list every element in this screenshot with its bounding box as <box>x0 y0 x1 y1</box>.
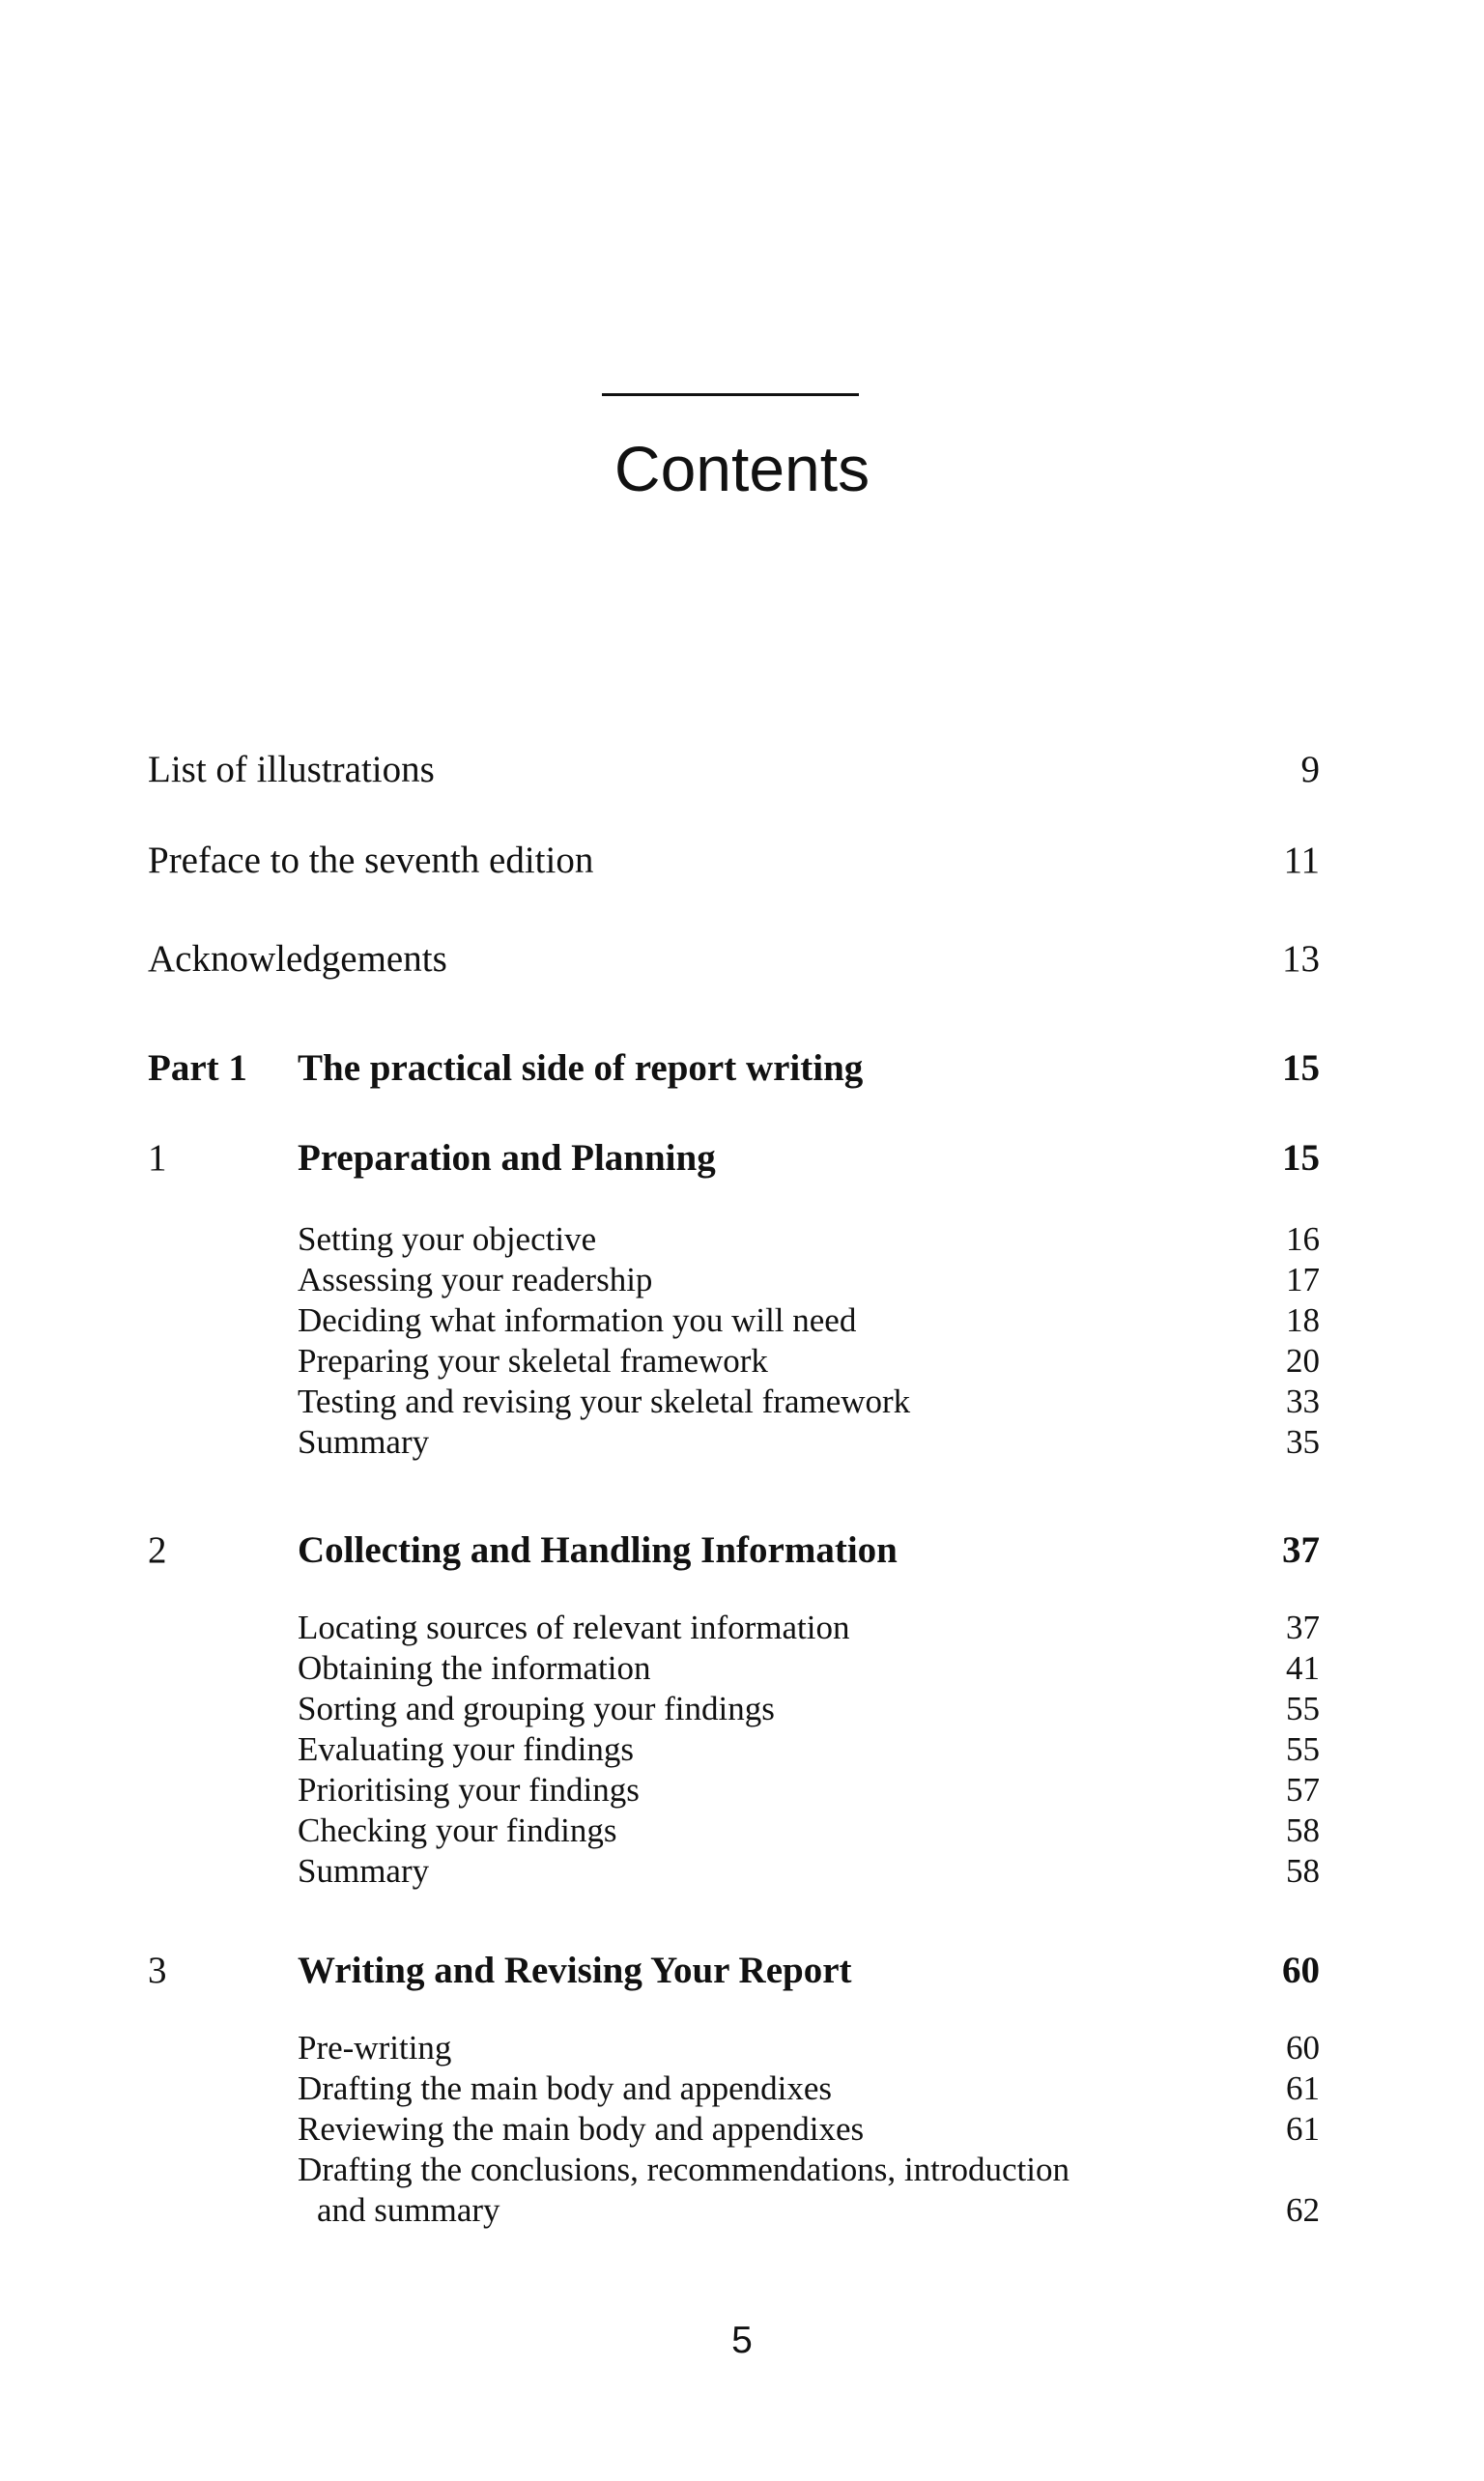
part-number: Part 1 <box>148 1047 247 1089</box>
page-number: 5 <box>731 2320 753 2361</box>
toc-section[interactable] <box>0 1689 1484 1729</box>
section-page: 16 <box>1286 1220 1320 1258</box>
section-page: 18 <box>1286 1301 1320 1339</box>
section-label: Checking your findings <box>298 1811 617 1849</box>
section-label: Deciding what information you will need <box>298 1301 857 1339</box>
chapter-number: 2 <box>148 1529 167 1571</box>
section-page: 61 <box>1286 2069 1320 2107</box>
section-page: 20 <box>1286 1342 1320 1380</box>
section-label: Pre-writing <box>298 2029 452 2067</box>
toc-part-1[interactable] <box>0 1044 1484 1093</box>
section-page: 62 <box>1286 2191 1320 2229</box>
chapter-page: 37 <box>1282 1529 1320 1571</box>
toc-section[interactable] <box>0 2068 1484 2109</box>
toc-entry-page: 9 <box>1300 749 1320 790</box>
chapter-number: 3 <box>148 1950 167 1991</box>
section-label: Locating sources of relevant information <box>298 1609 850 1646</box>
toc-section[interactable] <box>0 1260 1484 1300</box>
section-page: 58 <box>1286 1852 1320 1890</box>
toc-section[interactable] <box>0 1770 1484 1811</box>
chapter-title: Preparation and Planning <box>298 1137 716 1179</box>
page-title: Contents <box>614 433 870 504</box>
chapter-title: Collecting and Handling Information <box>298 1529 898 1571</box>
toc-entry-page: 13 <box>1282 938 1320 980</box>
toc-section[interactable] <box>0 2150 1484 2231</box>
section-label: Evaluating your findings <box>298 1730 635 1768</box>
toc-section[interactable] <box>0 1729 1484 1770</box>
section-page: 33 <box>1286 1383 1320 1420</box>
section-label: Preparing your skeletal framework <box>298 1342 768 1380</box>
toc-section[interactable] <box>0 1422 1484 1463</box>
section-page: 60 <box>1286 2029 1320 2067</box>
section-page: 35 <box>1286 1423 1320 1461</box>
section-page: 61 <box>1286 2110 1320 2148</box>
toc-section[interactable] <box>0 1341 1484 1382</box>
section-label: Testing and revising your skeletal framework <box>298 1383 911 1420</box>
section-label: Summary <box>298 1852 430 1890</box>
section-label: Prioritising your findings <box>298 1771 640 1809</box>
toc-section[interactable] <box>0 1382 1484 1422</box>
section-label: Drafting the main body and appendixes <box>298 2069 833 2107</box>
toc-section[interactable] <box>0 2109 1484 2150</box>
toc-section[interactable] <box>0 1300 1484 1341</box>
toc-entry-label: Acknowledgements <box>148 938 447 980</box>
toc-section[interactable] <box>0 1219 1484 1260</box>
toc-entry-list-of-illustrations[interactable] <box>0 746 1484 794</box>
section-page: 55 <box>1286 1690 1320 1727</box>
toc-section[interactable] <box>0 1851 1484 1892</box>
section-label: Setting your objective <box>298 1220 597 1258</box>
toc-section[interactable] <box>0 2028 1484 2068</box>
part-page: 15 <box>1282 1047 1320 1089</box>
toc-chapter-3[interactable] <box>0 1947 1484 1995</box>
section-label: Sorting and grouping your findings <box>298 1690 775 1727</box>
toc-entry-acknowledgements[interactable] <box>0 935 1484 984</box>
section-page: 41 <box>1286 1649 1320 1687</box>
chapter-page: 15 <box>1282 1137 1320 1179</box>
toc-entry-preface[interactable] <box>0 837 1484 885</box>
chapter-title: Writing and Revising Your Report <box>298 1950 852 1991</box>
toc-section[interactable] <box>0 1811 1484 1851</box>
section-label: Reviewing the main body and appendixes <box>298 2110 865 2148</box>
section-label: Summary <box>298 1423 430 1461</box>
toc-chapter-1[interactable] <box>0 1134 1484 1183</box>
chapter-page: 60 <box>1282 1950 1320 1991</box>
title-rule <box>602 393 859 396</box>
section-page: 57 <box>1286 1771 1320 1809</box>
toc-entry-label: List of illustrations <box>148 749 435 790</box>
section-page: 55 <box>1286 1730 1320 1768</box>
section-label: Obtaining the information <box>298 1649 651 1687</box>
section-page: 37 <box>1286 1609 1320 1646</box>
section-label: Drafting the conclusions, recommendations, introduction <box>298 2151 1070 2188</box>
part-title: The practical side of report writing <box>298 1047 864 1089</box>
section-page: 58 <box>1286 1811 1320 1849</box>
toc-entry-page: 11 <box>1283 840 1320 881</box>
section-page: 17 <box>1286 1261 1320 1298</box>
toc-entry-label: Preface to the seventh edition <box>148 840 594 881</box>
chapter-number: 1 <box>148 1137 167 1179</box>
toc-section[interactable] <box>0 1648 1484 1689</box>
toc-section[interactable] <box>0 1608 1484 1648</box>
toc-chapter-2[interactable] <box>0 1526 1484 1575</box>
section-label: Assessing your readership <box>298 1261 653 1298</box>
section-label-continuation: and summary <box>317 2191 500 2229</box>
